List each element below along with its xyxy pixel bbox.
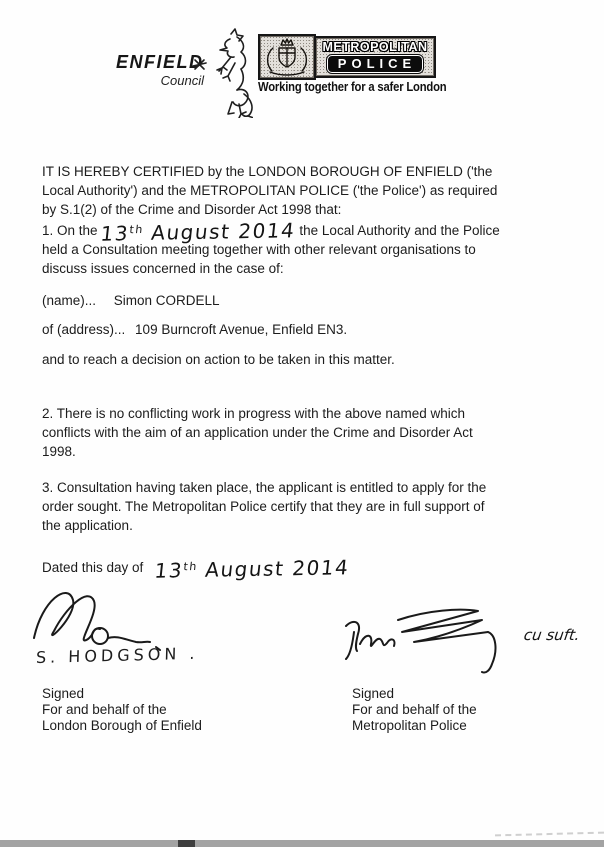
met-police-logo-line1: METROPOLITAN xyxy=(322,40,428,54)
item1-prefix: 1. On the xyxy=(42,223,102,238)
item2-paragraph: 2. There is no conflicting work in progress with the above named which conflicts with the aim of an application under the Crime and Disorder Act 1998. xyxy=(42,406,473,459)
item1-handwritten-date: 13th August 2014 xyxy=(99,218,297,246)
right-signed-label: Signed xyxy=(352,686,395,701)
dated-prefix: Dated this day of xyxy=(42,560,148,575)
name-value: Simon CORDELL xyxy=(113,293,220,308)
left-signed-org: London Borough of Enfield xyxy=(42,718,202,733)
right-signed-block xyxy=(352,686,477,734)
left-signature-graphic xyxy=(28,580,178,652)
met-police-tagline: Working together for a safer London xyxy=(258,80,447,94)
item3-paragraph: 3. Consultation having taken place, the applicant is entitled to apply for the order sought. The Metropolitan Police certify that they are in full support of the application. xyxy=(42,480,487,533)
met-police-crest xyxy=(258,34,316,80)
scan-dashed-mark xyxy=(495,832,604,837)
met-police-logo xyxy=(314,36,436,78)
dated-line xyxy=(42,555,351,583)
scan-edge-notch xyxy=(178,840,195,847)
address-value: 109 Burncroft Avenue, Enfield EN3. xyxy=(135,322,348,337)
certify-paragraph: IT IS HEREBY CERTIFIED by the LONDON BOROUGH OF ENFIELD ('the Local Authority') and the METROPOLITAN POLICE ('the Police') as required by S.1(2) of the Crime and Disorder Act 1998 that: xyxy=(42,164,498,217)
left-signature-name: S. HODGSON . xyxy=(35,643,199,668)
name-line xyxy=(42,291,220,310)
right-signed-behalf: For and behalf of the xyxy=(352,702,477,717)
item1-suffix: the Local Authority and the Police held a Consultation meeting together with other relevant organisations to discuss issues concerned in the case of: xyxy=(42,223,500,276)
right-signature-graphic xyxy=(344,606,534,686)
left-signed-behalf: For and behalf of the xyxy=(42,702,167,717)
enfield-logo-subtitle: Council xyxy=(160,73,204,88)
left-signed-block xyxy=(42,686,202,734)
item1-paragraph xyxy=(42,218,504,278)
decision-line: and to reach a decision on action to be taken in this matter. xyxy=(42,352,395,367)
enfield-logo-name: ENFIELD xyxy=(116,52,204,72)
name-label: (name)... xyxy=(42,293,97,308)
met-police-crest-icon xyxy=(263,38,311,76)
enfield-beast-icon xyxy=(191,28,253,118)
scan-edge-bar xyxy=(0,840,604,847)
met-police-logo-line2: POLICE xyxy=(327,55,423,73)
right-signature-note: cu suft. xyxy=(522,626,582,644)
address-line xyxy=(42,320,347,339)
dated-handwritten-date: 13th August 2014 xyxy=(153,555,351,583)
left-signed-label: Signed xyxy=(42,686,85,701)
right-signed-org: Metropolitan Police xyxy=(352,718,467,733)
address-label: of (address)... xyxy=(42,322,126,337)
